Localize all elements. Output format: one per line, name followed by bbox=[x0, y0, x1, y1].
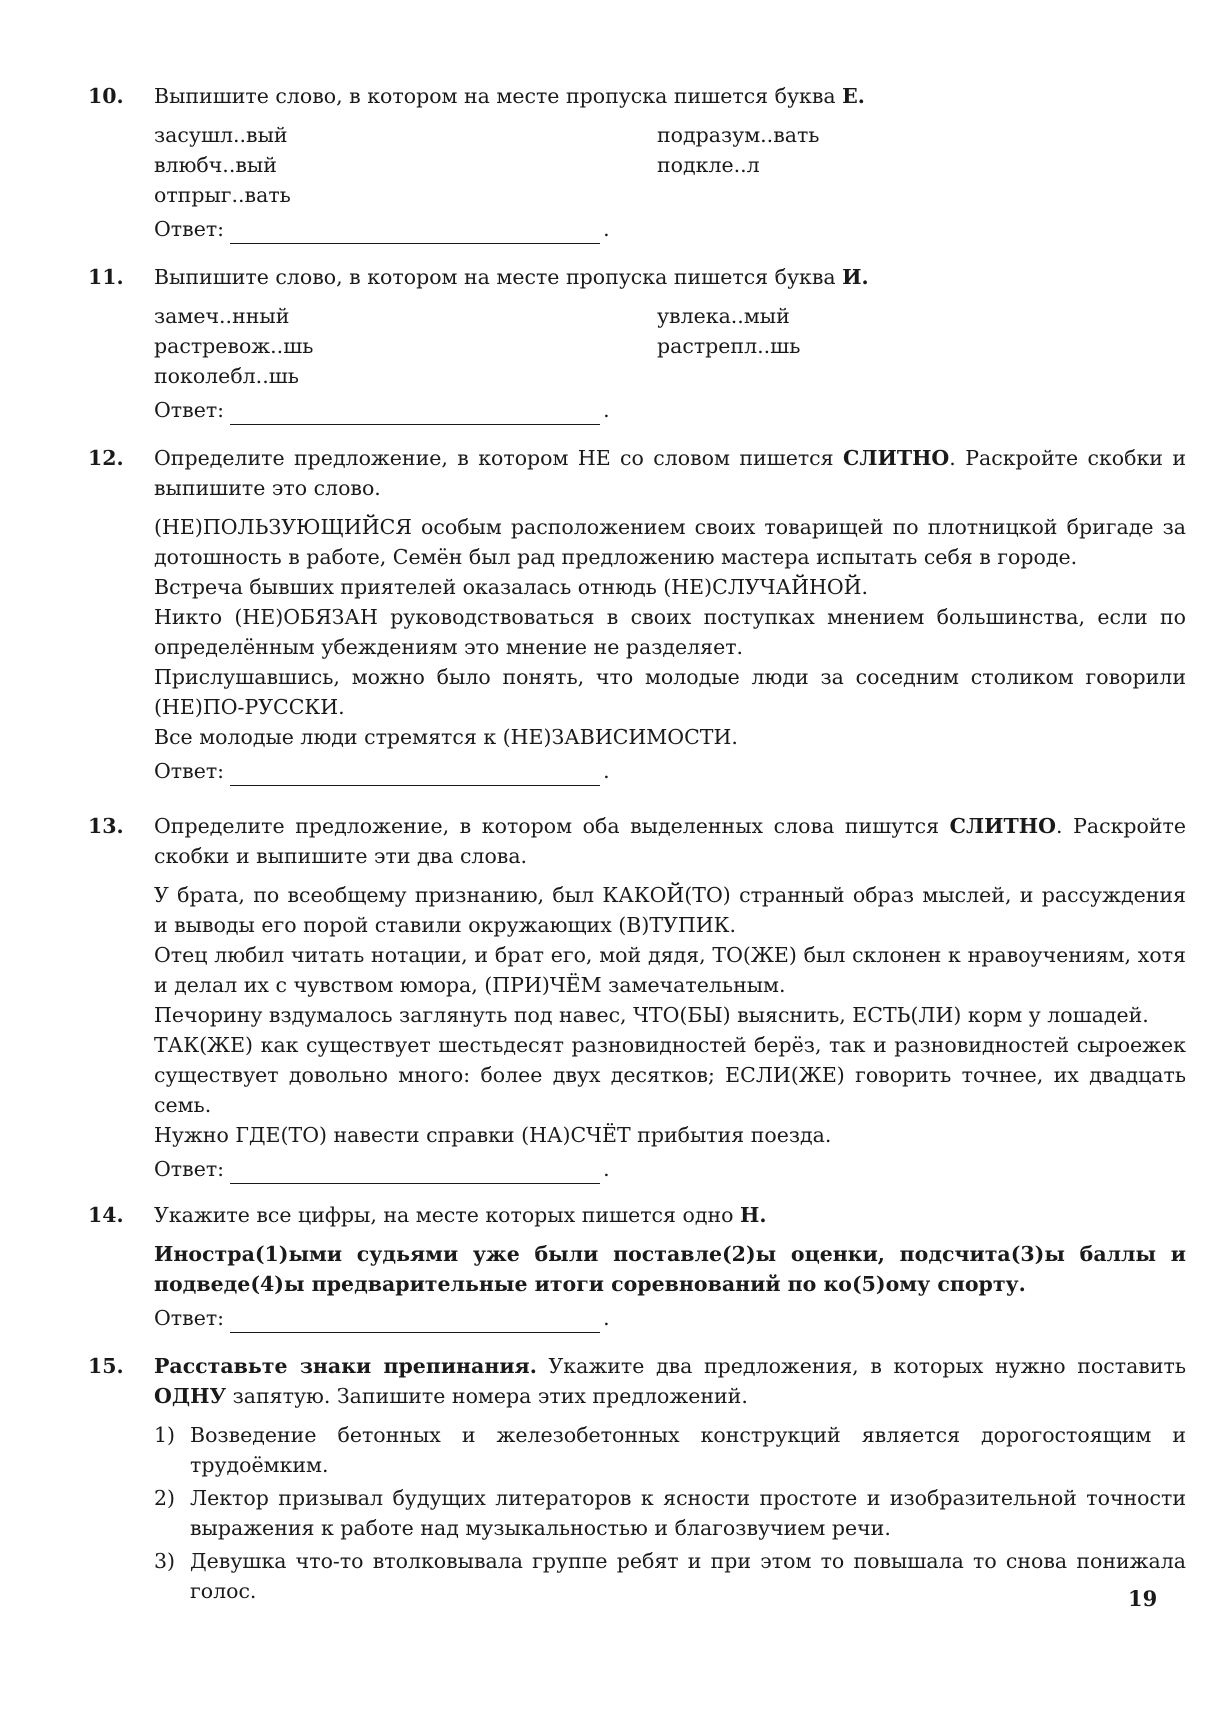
answer-line[interactable] bbox=[230, 1161, 600, 1184]
answer-line[interactable] bbox=[230, 763, 600, 786]
word-option: поколебл..шь bbox=[154, 364, 299, 388]
task-12 bbox=[88, 443, 1186, 786]
answer-line[interactable] bbox=[230, 221, 600, 244]
task-14 bbox=[88, 1200, 1186, 1333]
answer-line[interactable] bbox=[230, 402, 600, 425]
page-number: 19 bbox=[1128, 1586, 1158, 1611]
sentence: У брата, по всеобщему признанию, был КАКОЙ(ТО) странный образ мыслей, и рассуждения и выводы его порой ставили окружающих (В)ТУПИК. bbox=[154, 883, 1186, 937]
numbered-sentence: 1) Возведение бетонных и железобетонных конструкций является дорогостоящим и трудоёмким. bbox=[154, 1423, 1186, 1477]
word-option: подразум..вать bbox=[657, 123, 820, 147]
task-13 bbox=[88, 811, 1186, 1184]
answer-label: Ответ: bbox=[154, 1157, 225, 1181]
answer-label: Ответ: bbox=[154, 217, 225, 241]
task-instruction: Выпишите слово, в котором на месте пропуска пишется буква Е. bbox=[154, 84, 865, 108]
task-number: 10. bbox=[88, 84, 124, 108]
target-letter: Е. bbox=[842, 84, 865, 108]
options-left-column bbox=[154, 120, 657, 210]
sentence: Прислушавшись, можно было понять, что молодые люди за соседним столиком говорили (НЕ)ПО-РУССКИ. bbox=[154, 665, 1186, 719]
task-11 bbox=[88, 262, 1186, 425]
word-options bbox=[154, 301, 1186, 391]
answer-row: Ответ: . bbox=[154, 756, 1186, 786]
sentence: Печорину вздумалось заглянуть под навес, ЧТО(БЫ) выяснить, ЕСТЬ(ЛИ) корм у лошадей. bbox=[154, 1003, 1149, 1027]
sentence: Все молодые люди стремятся к (НЕ)ЗАВИСИМОСТИ. bbox=[154, 725, 738, 749]
task-instruction: Определите предложение, в котором НЕ со словом пишется СЛИТНО. Раскройте скобки и выпишите это слово. bbox=[154, 446, 1186, 500]
word-option: засушл..вый bbox=[154, 123, 288, 147]
task-instruction: Выпишите слово, в котором на месте пропуска пишется буква И. bbox=[154, 265, 869, 289]
word-option: отпрыг..вать bbox=[154, 183, 291, 207]
answer-line[interactable] bbox=[230, 1310, 600, 1333]
task-instruction: Определите предложение, в котором оба выделенных слова пишутся СЛИТНО. Раскройте скобки и выпишите эти два слова. bbox=[154, 814, 1186, 868]
task-number: 12. bbox=[88, 446, 124, 470]
sentence: (НЕ)ПОЛЬЗУЮЩИЙСЯ особым расположением своих товарищей по плотницкой бригаде за дотошность в работе, Семён был рад предложению мастера испытать себя в городе. bbox=[154, 515, 1186, 569]
word-option: растрепл..шь bbox=[657, 334, 801, 358]
answer-row: Ответ: . bbox=[154, 214, 1186, 244]
options-right-column bbox=[657, 301, 1160, 391]
task-10 bbox=[88, 81, 1186, 244]
sentence: Встреча бывших приятелей оказалась отнюдь (НЕ)СЛУЧАЙНОЙ. bbox=[154, 575, 869, 599]
task-instruction: Расставьте знаки препинания. Укажите два предложения, в которых нужно поставить ОДНУ запятую. Запишите номера этих предложений. bbox=[154, 1354, 1186, 1408]
answer-label: Ответ: bbox=[154, 1306, 225, 1330]
numbered-sentences bbox=[154, 1420, 1186, 1606]
word-option: влюбч..вый bbox=[154, 153, 277, 177]
answer-row: Ответ: . bbox=[154, 395, 1186, 425]
sentence-list bbox=[154, 512, 1186, 752]
word-option: подкле..л bbox=[657, 153, 760, 177]
sentence-list bbox=[154, 880, 1186, 1150]
sentence: Нужно ГДЕ(ТО) навести справки (НА)СЧЁТ прибытия поезда. bbox=[154, 1123, 832, 1147]
word-option: замеч..нный bbox=[154, 304, 290, 328]
task-number: 15. bbox=[88, 1354, 124, 1378]
target-letter: И. bbox=[842, 265, 869, 289]
options-left-column bbox=[154, 301, 657, 391]
word-option: увлека..мый bbox=[657, 304, 790, 328]
task-15 bbox=[88, 1351, 1186, 1609]
task-instruction: Укажите все цифры, на месте которых пишется одно Н. bbox=[154, 1203, 767, 1227]
answer-label: Ответ: bbox=[154, 759, 225, 783]
task-sentence: Иностра(1)ыми судьями уже были поставле(2)ы оценки, подсчита(3)ы баллы и подведе(4)ы предварительные итоги соревнований по ко(5)ому спорту. bbox=[154, 1242, 1186, 1296]
sentence: Отец любил читать нотации, и брат его, мой дядя, ТО(ЖЕ) был склонен к нравоучениям, хотя и делал их с чувством юмора, (ПРИ)ЧЁМ замечательным. bbox=[154, 943, 1186, 997]
answer-label: Ответ: bbox=[154, 398, 225, 422]
numbered-sentence: 3) Девушка что-то втолковывала группе ребят и при этом то повышала то снова понижала голос. bbox=[154, 1549, 1186, 1603]
sentence: Никто (НЕ)ОБЯЗАН руководствоваться в своих поступках мнением большинства, если по определённым убеждениям это мнение не разделяет. bbox=[154, 605, 1186, 659]
word-option: растревож..шь bbox=[154, 334, 314, 358]
answer-row: Ответ: . bbox=[154, 1154, 1186, 1184]
task-number: 13. bbox=[88, 814, 124, 838]
word-options bbox=[154, 120, 1186, 210]
task-number: 14. bbox=[88, 1203, 124, 1227]
numbered-sentence: 2) Лектор призывал будущих литераторов к ясности простоте и изобразительной точности выражения к работе над музыкальностью и благозвучием речи. bbox=[154, 1486, 1186, 1540]
target-letter: Н. bbox=[740, 1203, 767, 1227]
sentence: ТАК(ЖЕ) как существует шестьдесят разновидностей берёз, так и разновидностей сыроежек существует довольно много: более двух десятков; ЕСЛИ(ЖЕ) говорить точнее, их двадцать семь. bbox=[154, 1033, 1186, 1117]
task-number: 11. bbox=[88, 265, 124, 289]
options-right-column bbox=[657, 120, 1160, 210]
answer-row: Ответ: . bbox=[154, 1303, 1186, 1333]
